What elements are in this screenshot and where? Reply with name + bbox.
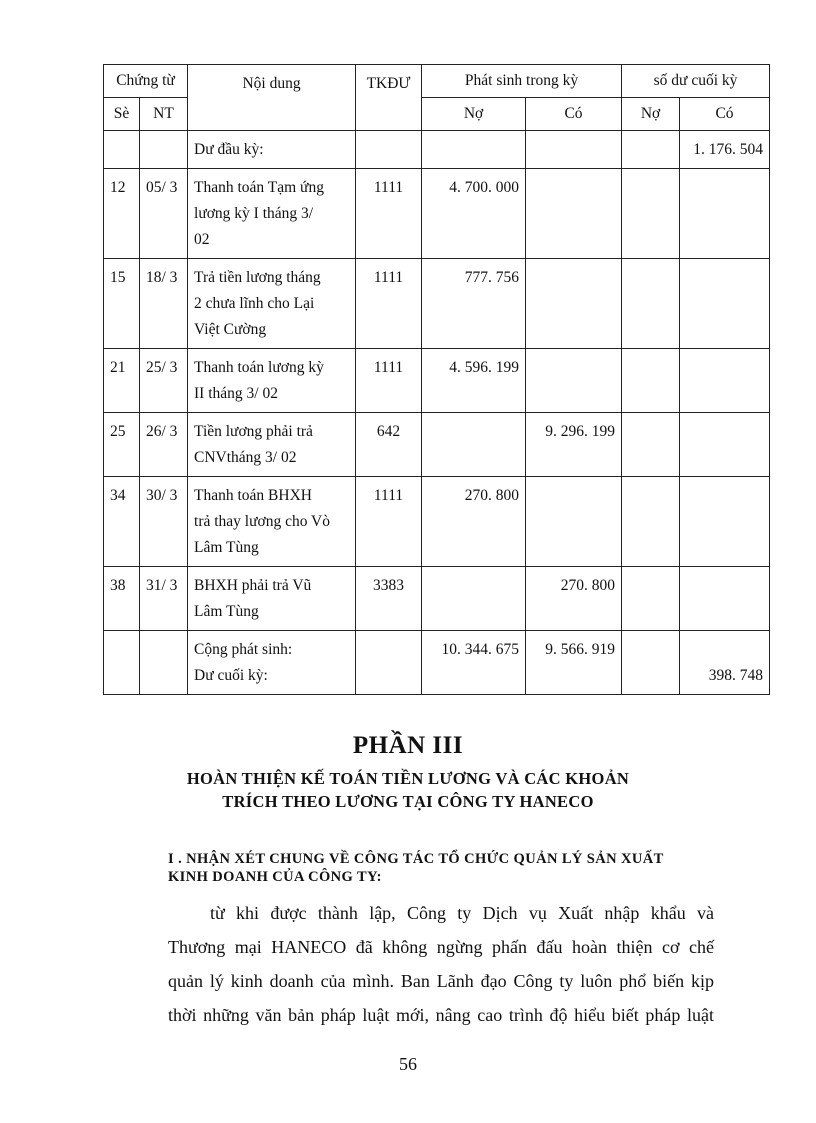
header-ps-co: Có (526, 98, 622, 131)
cell-tk: 1111 (356, 259, 422, 349)
content-line: 2 chưa lĩnh cho Lại (194, 295, 315, 312)
table-row (104, 413, 770, 477)
cell-du-co (680, 169, 770, 259)
cell-ps-no (422, 567, 526, 631)
paragraph-line: thời những văn bản pháp luật mới, nâng cao trình độ hiểu biết pháp luật (168, 1005, 714, 1025)
header-phat-sinh: Phát sinh trong kỳ (422, 65, 622, 98)
cell-ps-no: 777. 756 (422, 259, 526, 349)
content-line: II tháng 3/ 02 (194, 385, 278, 402)
cell-ps-co (526, 169, 622, 259)
content-line: Trả tiền lương tháng (194, 269, 321, 286)
body-paragraph (168, 896, 714, 1032)
header-tkdu: TKĐƯ (356, 65, 422, 131)
du-cuoi-ky-label: Dư cuối kỳ: (194, 667, 268, 684)
cell-content (188, 567, 356, 631)
ledger-body (104, 131, 770, 631)
header-so-du: số dư cuối kỳ (622, 65, 770, 98)
cell-nt: 30/ 3 (140, 477, 188, 567)
total-co: 9. 566. 919 (526, 631, 622, 695)
cell-nt: 26/ 3 (140, 413, 188, 477)
cell-du-co (680, 349, 770, 413)
page-number: 56 (399, 1054, 417, 1074)
cell-du-no (622, 349, 680, 413)
cell-so: 38 (104, 567, 140, 631)
section-heading-line2: KINH DOANH CỦA CÔNG TY: (168, 869, 382, 885)
content-line: CNVtháng 3/ 02 (194, 449, 297, 466)
cell-content (188, 413, 356, 477)
cell-nt: 18/ 3 (140, 259, 188, 349)
content-line: Lâm Tùng (194, 539, 259, 556)
cell-ps-co (526, 349, 622, 413)
cell-tk: 1111 (356, 349, 422, 413)
cell-content (188, 131, 356, 169)
header-ps-no: Nợ (422, 98, 526, 131)
part-title: PHẦN III (352, 732, 464, 759)
content-line: BHXH phải trả Vũ (194, 577, 312, 594)
ledger-table (103, 64, 770, 695)
cell-nt: 31/ 3 (140, 567, 188, 631)
summary-nt (140, 631, 188, 695)
cell-du-co (680, 477, 770, 567)
cell-du-co (680, 413, 770, 477)
table-row (104, 349, 770, 413)
table-row (104, 131, 770, 169)
paragraph-line: từ khi được thành lập, Công ty Dịch vụ Xuất nhập khẩu và (210, 903, 714, 923)
header-noi-dung: Nội dung (188, 65, 356, 131)
summary-tk (356, 631, 422, 695)
content-line: Tiền lương phải trả (194, 423, 313, 440)
table-row (104, 567, 770, 631)
closing-co: 398. 748 (680, 631, 770, 695)
cell-so: 34 (104, 477, 140, 567)
cell-content (188, 259, 356, 349)
cell-ps-no: 270. 800 (422, 477, 526, 567)
part-subtitle-line1: HOÀN THIỆN KẾ TOÁN TIỀN LƯƠNG VÀ CÁC KHOẢN (186, 769, 630, 788)
header-so: Sè (104, 98, 140, 131)
summary-du-no (622, 631, 680, 695)
content-line: Thanh toán lương kỳ (194, 359, 324, 376)
cell-ps-no (422, 131, 526, 169)
cell-du-no (622, 567, 680, 631)
cell-ps-co: 9. 296. 199 (526, 413, 622, 477)
cell-ps-co (526, 259, 622, 349)
content-line: Thanh toán Tạm ứng (194, 179, 324, 196)
cell-tk: 3383 (356, 567, 422, 631)
header-nt: NT (140, 98, 188, 131)
cell-content (188, 349, 356, 413)
cell-nt: 25/ 3 (140, 349, 188, 413)
content-line: 02 (194, 231, 210, 248)
cell-du-no (622, 477, 680, 567)
header-du-no: Nợ (622, 98, 680, 131)
section-heading (168, 850, 728, 886)
cell-so: 15 (104, 259, 140, 349)
cell-du-co (680, 567, 770, 631)
content-line: Thanh toán BHXH (194, 487, 312, 504)
paragraph-line: quản lý kinh doanh của mình. Ban Lãnh đạo Công ty luôn phổ biến kịp (168, 971, 714, 991)
cell-so (104, 131, 140, 169)
cell-ps-no: 4. 700. 000 (422, 169, 526, 259)
summary-labels (188, 631, 356, 695)
content-line: Dư đầu kỳ: (194, 141, 264, 158)
table-row (104, 477, 770, 567)
cell-nt: 05/ 3 (140, 169, 188, 259)
header-chung-tu: Chứng từ (104, 65, 188, 98)
content-line: Việt Cường (194, 321, 267, 338)
summary-so (104, 631, 140, 695)
content-line: trả thay lương cho Vò (194, 513, 330, 530)
cell-du-no (622, 413, 680, 477)
cell-nt (140, 131, 188, 169)
cell-du-no (622, 131, 680, 169)
total-no: 10. 344. 675 (422, 631, 526, 695)
cell-du-no (622, 259, 680, 349)
cell-du-no (622, 169, 680, 259)
paragraph-line: Thương mại HANECO đã không ngừng phấn đấu hoàn thiện cơ chế (168, 937, 714, 957)
cell-content (188, 169, 356, 259)
cell-tk: 1111 (356, 477, 422, 567)
cell-ps-co (526, 477, 622, 567)
cell-du-co: 1. 176. 504 (680, 131, 770, 169)
cell-so: 21 (104, 349, 140, 413)
part-subtitle-line2: TRÍCH THEO LƯƠNG TẠI CÔNG TY HANECO (222, 792, 594, 811)
cell-ps-co: 270. 800 (526, 567, 622, 631)
cong-phat-sinh-label: Cộng phát sinh: (194, 641, 293, 658)
section-heading-line1: I . NHẬN XÉT CHUNG VỀ CÔNG TÁC TỔ CHỨC QUẢN LÝ SẢN XUẤT (168, 851, 664, 867)
cell-tk: 642 (356, 413, 422, 477)
table-row (104, 169, 770, 259)
cell-content (188, 477, 356, 567)
cell-ps-co (526, 131, 622, 169)
ledger-summary (104, 631, 770, 695)
cell-ps-no: 4. 596. 199 (422, 349, 526, 413)
cell-tk (356, 131, 422, 169)
table-row (104, 259, 770, 349)
cell-tk: 1111 (356, 169, 422, 259)
summary-row (104, 631, 770, 695)
cell-du-co (680, 259, 770, 349)
cell-so: 12 (104, 169, 140, 259)
content-line: Lâm Tùng (194, 603, 259, 620)
content-line: lương kỳ I tháng 3/ (194, 205, 314, 222)
cell-so: 25 (104, 413, 140, 477)
header-du-co: Có (680, 98, 770, 131)
cell-ps-no (422, 413, 526, 477)
